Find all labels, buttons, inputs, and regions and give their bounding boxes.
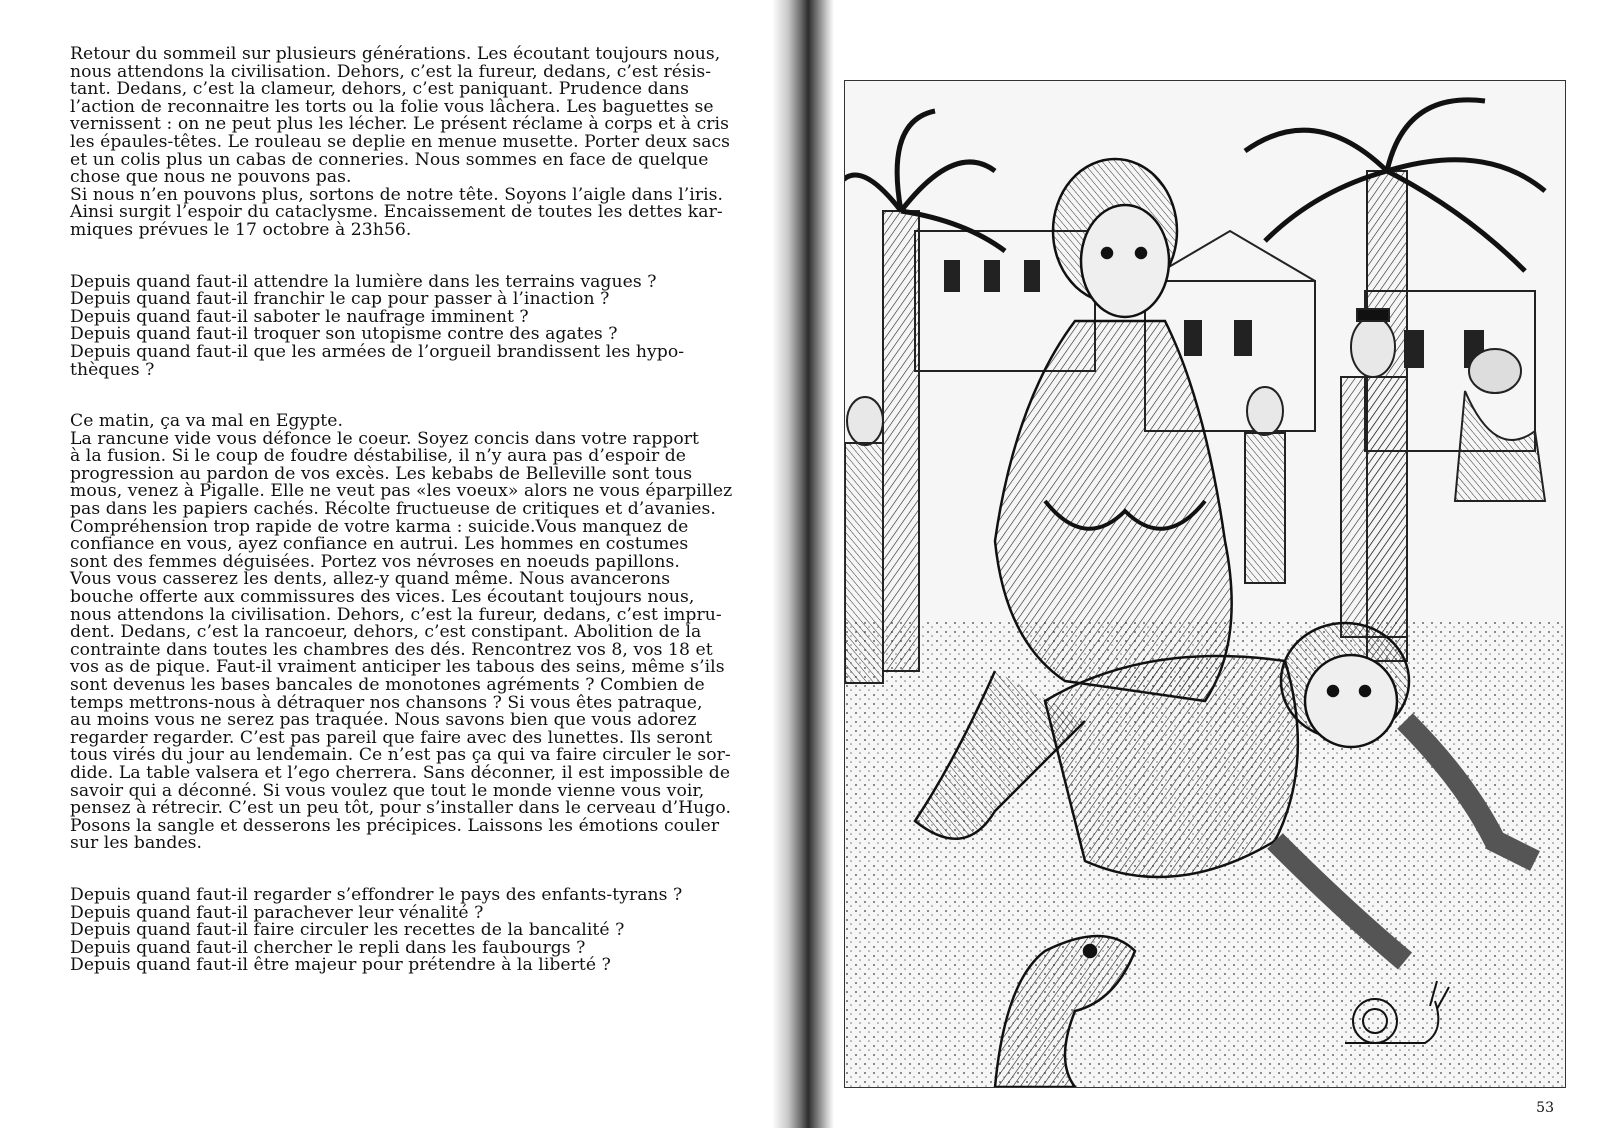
text-line: l’action de reconnaitre les torts ou la folie vous lâchera. Les baguettes se bbox=[70, 96, 714, 117]
text-line: bouche offerte aux commissures des vices. Les écoutant toujours nous, bbox=[70, 587, 695, 608]
text-line: Posons la sangle et desserons les précipices. Laissons les émotions couler bbox=[70, 815, 720, 836]
text-line: confiance en vous, ayez confiance en autrui. Les hommes en costumes bbox=[70, 534, 689, 555]
text-line: Depuis quand faut-il regarder s’effondrer le pays des enfants-tyrans ? bbox=[70, 884, 683, 905]
text-line: sont devenus les bases bancales de monotones agréments ? Combien de bbox=[70, 675, 705, 695]
text-line: Retour du sommeil sur plusieurs générations. Les écoutant toujours nous, bbox=[70, 44, 721, 64]
text-line: à la fusion. Si le coup de foudre déstabilise, il n’y aura pas d’espoir de bbox=[70, 446, 687, 467]
text-line: Si nous n’en pouvons plus, sortons de notre tête. Soyons l’aigle dans l’iris. bbox=[70, 184, 724, 205]
text-line: miques prévues le 17 octobre à 23h56. bbox=[70, 219, 412, 240]
text-line: pensez à rétrecir. C’est un peu tôt, pour s’installer dans le cerveau d’Hugo. bbox=[70, 798, 731, 819]
text-line: Depuis quand faut-il saboter le naufrage imminent ? bbox=[70, 306, 529, 327]
text-line: vos as de pique. Faut-il vraiment anticiper les tabous des seins, même s’ils bbox=[70, 657, 725, 678]
text-line: Ainsi surgit l’espoir du cataclysme. Encaissement de toutes les dettes kar- bbox=[70, 202, 723, 223]
text-line: thèques ? bbox=[70, 359, 155, 380]
text-line: temps mettrons-nous à détraquer nos chansons ? Si vous êtes patraque, bbox=[70, 692, 703, 713]
text-line: Depuis quand faut-il troquer son utopisme contre des agates ? bbox=[70, 324, 618, 345]
text-line: sont des femmes déguisées. Portez vos névroses en noeuds papillons. bbox=[70, 551, 680, 572]
illustration-drawing bbox=[845, 81, 1565, 1087]
text-line: et un colis plus un cabas de conneries. Nous sommes en face de quelque bbox=[70, 149, 709, 170]
spacer bbox=[70, 379, 782, 413]
text-line: dide. La table valsera et l’ego cherrera. Sans déconner, il est impossible de bbox=[70, 762, 731, 783]
text-line: progression au pardon de vos excès. Les kebabs de Belleville sont tous bbox=[70, 463, 693, 484]
text-line: regarder regarder. C’est pas pareil que faire avec des lunettes. Ils seront bbox=[70, 727, 713, 748]
pen-and-ink-illustration bbox=[844, 80, 1566, 1088]
text-line: Depuis quand faut-il parachever leur vénalité ? bbox=[70, 902, 484, 923]
text-line: Compréhension trop rapide de votre karma : suicide.Vous manquez de bbox=[70, 516, 689, 537]
text-line: sur les bandes. bbox=[70, 833, 203, 854]
paragraph-1 bbox=[70, 46, 782, 240]
text-line: Vous vous casserez les dents, allez-y quand même. Nous avancerons bbox=[70, 569, 671, 590]
text-line: vernissent : on ne peut plus les lécher. Le présent réclame à corps et à cris bbox=[70, 114, 729, 135]
questions-1 bbox=[70, 271, 782, 380]
text-line: dent. Dedans, c’est la rancoeur, dehors, c’est constipant. Abolition de la bbox=[70, 622, 702, 643]
spacer bbox=[70, 240, 782, 274]
text-line: nous attendons la civilisation. Dehors, c’est la fureur, dedans, c’est impru- bbox=[70, 604, 722, 625]
text-line: chose que nous ne pouvons pas. bbox=[70, 167, 352, 188]
text-line: tant. Dedans, c’est la clameur, dehors, c’est paniquant. Prudence dans bbox=[70, 79, 689, 100]
text-block bbox=[70, 46, 782, 975]
text-line: Depuis quand faut-il franchir le cap pour passer à l’inaction ? bbox=[70, 289, 610, 310]
right-page bbox=[808, 0, 1600, 1128]
text-line: Depuis quand faut-il être majeur pour prétendre à la liberté ? bbox=[70, 955, 611, 976]
gutter-shadow-left bbox=[772, 0, 808, 1128]
text-line: au moins vous ne serez pas traquée. Nous savons bien que vous adorez bbox=[70, 710, 697, 731]
text-line: Depuis quand faut-il faire circuler les recettes de la bancalité ? bbox=[70, 920, 625, 941]
text-line: tous virés du jour au lendemain. Ce n’est pas ça qui va faire circuler le sor- bbox=[70, 745, 731, 766]
spacer bbox=[70, 853, 782, 887]
text-line: savoir qui a déconné. Si vous voulez que tout le monde vienne vous voir, bbox=[70, 780, 705, 801]
text-line: pas dans les papiers cachés. Récolte fructueuse de critiques et d’avanies. bbox=[70, 499, 716, 520]
text-line: mous, venez à Pigalle. Elle ne veut pas «les voeux» alors ne vous éparpillez bbox=[70, 481, 733, 502]
text-line: contrainte dans toutes les chambres des dés. Rencontrez vos 8, vos 18 et bbox=[70, 639, 713, 660]
paragraph-2 bbox=[70, 413, 782, 853]
text-line: les épaules-têtes. Le rouleau se deplie en menue musette. Porter deux sacs bbox=[70, 131, 731, 152]
text-line: La rancune vide vous défonce le coeur. Soyez concis dans votre rapport bbox=[70, 428, 699, 449]
page-number: 53 bbox=[1536, 1100, 1554, 1116]
questions-2 bbox=[70, 884, 782, 976]
text-line: Ce matin, ça va mal en Egypte. bbox=[70, 411, 344, 432]
text-line: Depuis quand faut-il que les armées de l’orgueil brandissent les hypo- bbox=[70, 341, 685, 362]
text-line: Depuis quand faut-il chercher le repli dans les faubourgs ? bbox=[70, 937, 586, 958]
text-line: nous attendons la civilisation. Dehors, c’est la fureur, dedans, c’est résis- bbox=[70, 61, 712, 82]
text-line: Depuis quand faut-il attendre la lumière dans les terrains vagues ? bbox=[70, 271, 657, 292]
gutter-shadow-right bbox=[808, 0, 834, 1128]
